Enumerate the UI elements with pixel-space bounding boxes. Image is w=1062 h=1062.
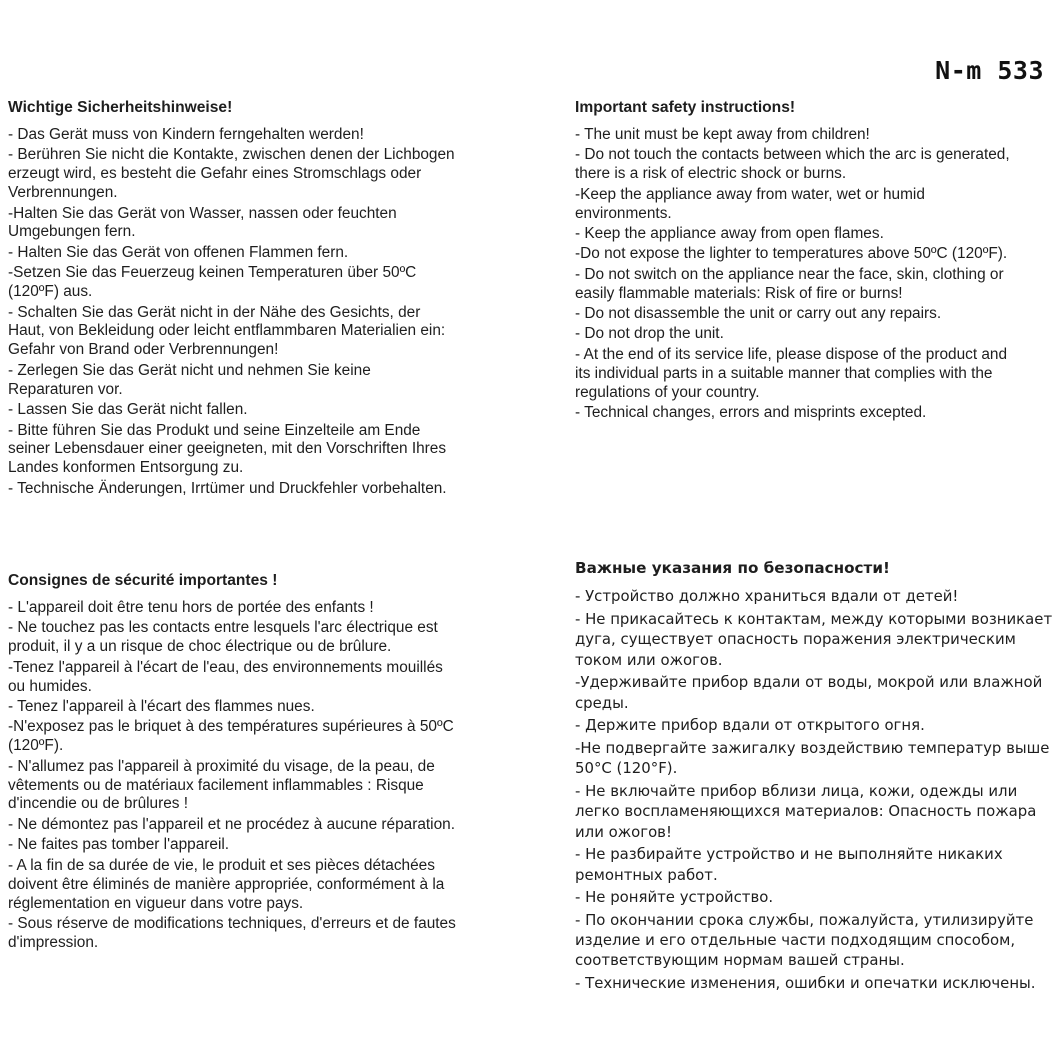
instruction-item: -Do not expose the lighter to temperatures above 50ºC (120ºF). — [575, 245, 1008, 263]
instruction-item: -Удерживайте прибор вдали от воды, мокрой или влажной среды. — [575, 673, 1043, 712]
section-heading: Важные указания по безопасности! — [575, 559, 890, 577]
instruction-item: - At the end of its service life, please dispose of the product and its individual parts in a suitable manner that complies with the regulations of your country. — [575, 345, 1008, 401]
safety-section-german — [8, 99, 458, 500]
instruction-item: - Zerlegen Sie das Gerät nicht und nehmen Sie keine Reparaturen vor. — [8, 361, 371, 398]
instruction-item: -Tenez l'appareil à l'écart de l'eau, des environnements mouillés ou humides. — [8, 658, 443, 695]
instruction-item: - Do not drop the unit. — [575, 325, 724, 343]
instruction-item: - Не включайте прибор вблизи лица, кожи, одежды или легко воспламеняющихся материалов: Опасность пожара или ожогов! — [575, 781, 1037, 841]
instruction-item: - Das Gerät muss von Kindern ferngehalten werden! — [8, 125, 364, 143]
instruction-item: - Bitte führen Sie das Produkt und seine Einzelteile am Ende seiner Lebensdauer einer geeigneten, mit den Vorschriften Ihres Landes konformen Entsorgung zu. — [8, 421, 447, 477]
section-heading: Wichtige Sicherheitshinweise! — [8, 99, 233, 116]
instruction-item: - Ne touchez pas les contacts entre lesquels l'arc électrique est produit, il y a un risque de choc électrique ou de brûlure. — [8, 619, 438, 656]
instruction-list — [8, 126, 458, 499]
instruction-item: - Technical changes, errors and misprints excepted. — [575, 404, 927, 422]
instruction-item: -Halten Sie das Gerät von Wasser, nassen oder feuchten Umgebungen fern. — [8, 204, 397, 241]
instruction-item: - Halten Sie das Gerät von offenen Flammen fern. — [8, 243, 349, 261]
instruction-item: - Ne démontez pas l'appareil et ne procédez à aucune réparation. — [8, 815, 455, 833]
instruction-item: - Berühren Sie nicht die Kontakte, zwischen denen der Lichbogen erzeugt wird, es besteht die Gefahr eines Stromschlags oder Verbrennungen. — [8, 146, 455, 202]
instruction-item: - Не прикасайтесь к контактам, между которыми возникает дуга, существует опасность поражения электрическим током или ожогов. — [575, 609, 1053, 669]
instruction-item: -Не подвергайте зажигалку воздействию температур выше 50°C (120°F). — [575, 738, 1050, 778]
instruction-item: - Устройство должно храниться вдали от детей! — [575, 587, 959, 606]
instruction-item: - Keep the appliance away from open flames. — [575, 224, 884, 242]
instruction-item: - Держите прибор вдали от открытого огня. — [575, 716, 925, 735]
instruction-item: - Do not switch on the appliance near the face, skin, clothing or easily flammable materials: Risk of fire or burns! — [575, 265, 1004, 302]
instruction-item: - Do not touch the contacts between which the arc is generated, there is a risk of electric shock or burns. — [575, 146, 1010, 183]
safety-section-russian — [575, 558, 1055, 996]
instruction-list — [575, 126, 1015, 423]
instruction-item: - Technische Änderungen, Irrtümer und Druckfehler vorbehalten. — [8, 479, 447, 497]
model-number: N-m 533 — [935, 56, 1044, 85]
safety-section-french — [8, 572, 458, 954]
instruction-list — [8, 599, 458, 953]
instruction-item: - Tenez l'appareil à l'écart des flammes nues. — [8, 697, 315, 715]
instruction-item: - Sous réserve de modifications techniques, d'erreurs et de fautes d'impression. — [8, 914, 456, 951]
instruction-item: - Не разбирайте устройство и не выполняйте никаких ремонтных работ. — [575, 845, 1003, 884]
instruction-item: - Schalten Sie das Gerät nicht in der Nähe des Gesichts, der Haut, von Bekleidung oder leicht entflammbaren Materialien ein: Gefahr von Brand oder Verbrennungen! — [8, 303, 446, 359]
instruction-item: - L'appareil doit être tenu hors de portée des enfants ! — [8, 598, 374, 616]
instruction-item: -Setzen Sie das Feuerzeug keinen Temperaturen über 50ºC (120ºF) aus. — [8, 264, 417, 301]
instruction-list — [575, 586, 1055, 993]
instruction-item: - По окончании срока службы, пожалуйста, утилизируйте изделие и его отдельные части подходящим способом, соответствующим нормам вашей страны. — [575, 910, 1034, 970]
instruction-item: - Do not disassemble the unit or carry out any repairs. — [575, 305, 942, 323]
instruction-item: - Lassen Sie das Gerät nicht fallen. — [8, 401, 248, 419]
instruction-item: - The unit must be kept away from children! — [575, 125, 870, 143]
instruction-item: - N'allumez pas l'appareil à proximité du visage, de la peau, de vêtements ou de matériaux facilement inflammables : Risque d'incendie ou de brûlures ! — [8, 757, 435, 813]
instruction-item: - Не роняйте устройство. — [575, 888, 774, 907]
safety-section-english — [575, 99, 1015, 425]
instruction-item: - Технические изменения, ошибки и опечатки исключены. — [575, 974, 1036, 993]
instruction-item: - Ne faites pas tomber l'appareil. — [8, 836, 230, 854]
section-heading: Important safety instructions! — [575, 99, 796, 116]
instruction-item: -Keep the appliance away from water, wet or humid environments. — [575, 185, 925, 222]
instruction-item: -N'exposez pas le briquet à des températures supérieures à 50ºC (120ºF). — [8, 718, 454, 755]
section-heading: Consignes de sécurité importantes ! — [8, 572, 278, 589]
instruction-item: - A la fin de sa durée de vie, le produit et ses pièces détachées doivent être éliminés de manière appropriée, conformément à la réglementation en vigueur dans votre pays. — [8, 856, 445, 912]
